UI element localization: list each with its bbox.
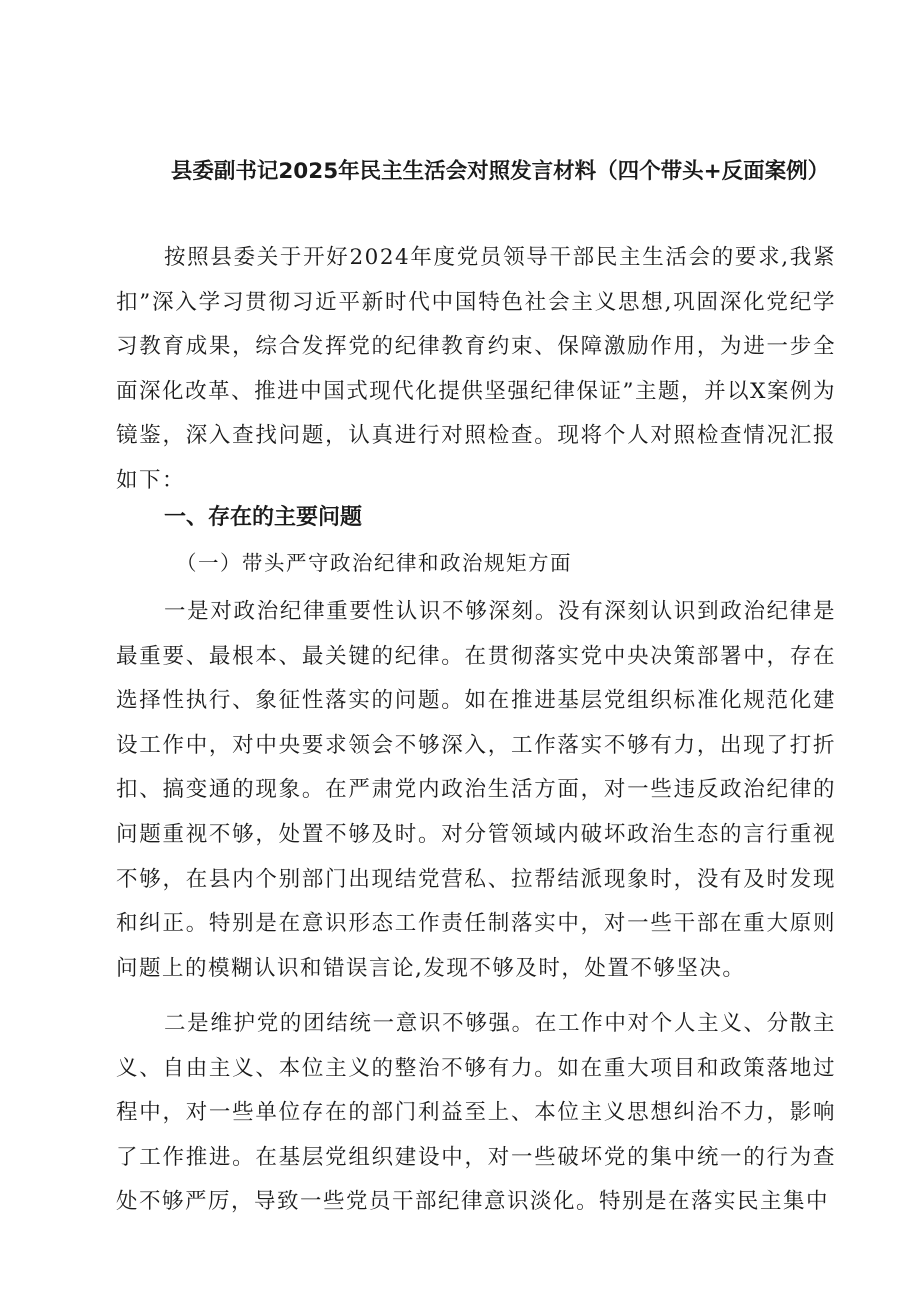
intro-paragraph: 按照县委关于开好2024年度党员领导干部民主生活会的要求,我紧扣”深入学习贯彻习近平新时代中国特色社会主义思想,巩固深化党纪学习教育成果，综合发挥党的纪律教育约束、保障激励作用，为进一步全面深化改革、推进中国式现代化提供坚强纪律保证”主题，并以X案例为镜鉴，深入查找问题，认真进行对照检查。现将个人对照检查情况汇报如下：	[116, 245, 836, 493]
body-paragraph: 二是维护党的团结统一意识不够强。在工作中对个人主义、分散主义、自由主义、本位主义的整治不够有力。如在重大项目和政策落地过程中，对一些单位存在的部门利益至上、本位主义思想纠治不力，影响了工作推进。在基层党组织建设中，对一些破坏党的集中统一的行为查处不够严厉，导致一些党员干部纪律意识淡化。特别是在落实民主集中	[116, 1011, 836, 1215]
body-paragraph: 一是对政治纪律重要性认识不够深刻。没有深刻认识到政治纪律是最重要、最根本、最关键的纪律。在贯彻落实党中央决策部署中，存在选择性执行、象征性落实的问题。如在推进基层党组织标准化规范化建设工作中，对中央要求领会不够深入，工作落实不够有力，出现了打折扣、搞变通的现象。在严肃党内政治生活方面，对一些违反政治纪律的问题重视不够，处置不够及时。对分管领域内破坏政治生态的言行重视不够，在县内个别部门出现结党营私、拉帮结派现象时，没有及时发现和纠正。特别是在意识形态工作责任制落实中，对一些干部在重大原则问题上的模糊认识和错误言论,发现不够及时，处置不够坚决。	[116, 599, 836, 981]
document-title: 县委副书记2025年民主生活会对照发言材料（四个带头+反面案例）	[170, 159, 830, 184]
section-heading: 一、存在的主要问题	[164, 505, 363, 530]
subsection-heading: （一）带头严守政治纪律和政治规矩方面	[176, 551, 572, 575]
